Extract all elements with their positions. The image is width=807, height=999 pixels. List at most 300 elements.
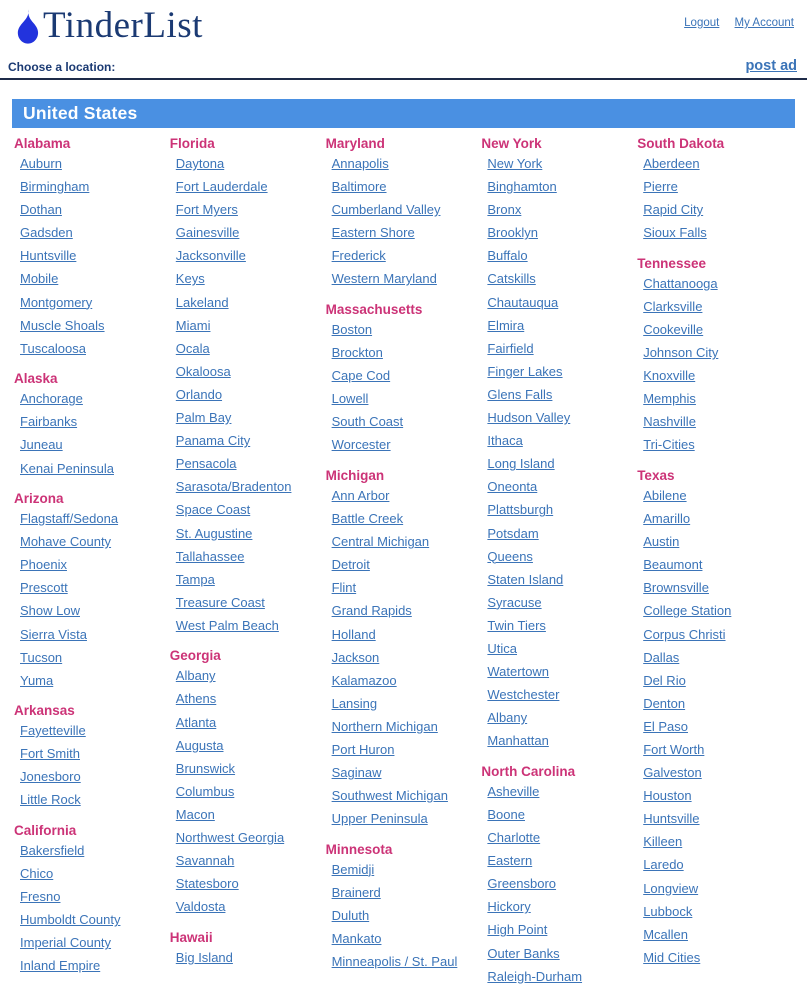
city-row (14, 867, 170, 882)
city-row (326, 766, 482, 781)
city-link[interactable]: Northwest Georgia (175, 830, 285, 846)
city-link[interactable]: Battle Creek (331, 511, 404, 527)
city-link[interactable]: Oneonta (487, 479, 538, 495)
city-row (481, 900, 637, 915)
city-link[interactable]: Boston (331, 321, 373, 337)
city-link[interactable]: Kenai Peninsula (20, 460, 114, 476)
city-link[interactable]: Jonesboro (20, 769, 81, 785)
city-row (481, 319, 637, 334)
city-link[interactable]: Cape Cod (331, 368, 391, 384)
city-link[interactable]: Birmingham (20, 179, 90, 195)
city-link[interactable]: Jacksonville (175, 248, 246, 264)
city-link[interactable]: Plattsburgh (487, 502, 554, 518)
state-group (170, 930, 326, 966)
city-link[interactable]: Fort Worth (643, 741, 705, 757)
city-row (637, 951, 793, 966)
city-row (14, 415, 170, 430)
city-row (481, 365, 637, 380)
state-header: Maryland (325, 136, 385, 151)
city-link[interactable]: Auburn (20, 156, 62, 171)
city-link[interactable]: Fort Myers (175, 202, 238, 218)
city-link[interactable]: Houston (643, 788, 692, 804)
city-link[interactable]: Denton (643, 695, 686, 711)
city-row (170, 716, 326, 731)
city-link[interactable]: Muscle Shoals (20, 317, 105, 333)
city-row (637, 438, 793, 453)
city-link[interactable]: Pensacola (175, 456, 237, 472)
city-link[interactable]: Hudson Valley (487, 410, 571, 426)
city-link[interactable]: Aberdeen (643, 156, 700, 171)
city-row (637, 226, 793, 241)
city-link[interactable]: Ithaca (487, 433, 523, 449)
city-link[interactable]: Dallas (643, 649, 680, 665)
city-link[interactable]: Macon (175, 806, 215, 822)
column-4 (481, 136, 637, 999)
city-link[interactable]: Frederick (331, 248, 386, 264)
city-row (481, 203, 637, 218)
city-link[interactable]: Manhattan (487, 733, 549, 749)
city-row (14, 793, 170, 808)
city-link[interactable]: Lansing (331, 695, 378, 711)
city-link[interactable]: Binghamton (487, 179, 557, 195)
state-group (326, 302, 482, 453)
state-group (326, 136, 482, 287)
city-link[interactable]: Savannah (175, 853, 235, 869)
city-row (170, 831, 326, 846)
city-row (481, 688, 637, 703)
logo-text: TinderList (43, 5, 203, 46)
city-link[interactable]: Bakersfield (20, 842, 85, 858)
city-link[interactable]: Eastern Shore (331, 225, 415, 241)
city-link[interactable]: Brockton (331, 345, 383, 361)
city-row (326, 180, 482, 195)
city-link[interactable]: Orlando (175, 386, 223, 402)
city-row (481, 785, 637, 800)
city-link[interactable]: Palm Bay (175, 410, 232, 426)
state-header: Arkansas (14, 703, 75, 719)
city-link[interactable]: Minneapolis / St. Paul (331, 954, 458, 970)
city-row (170, 692, 326, 707)
city-link[interactable]: Big Island (175, 949, 233, 965)
city-link[interactable]: Clarksville (643, 298, 703, 314)
city-link[interactable]: Cookeville (643, 321, 704, 337)
city-link[interactable]: Prescott (20, 580, 68, 596)
city-link[interactable]: Abilene (643, 487, 687, 503)
city-link[interactable]: Fort Lauderdale (175, 179, 268, 195)
city-row (637, 369, 793, 384)
city-row (637, 558, 793, 573)
city-link[interactable]: Duluth (331, 907, 370, 923)
city-row (481, 272, 637, 287)
city-row (481, 854, 637, 869)
city-link[interactable]: Gainesville (175, 225, 240, 241)
city-row (14, 180, 170, 195)
city-link[interactable]: Humboldt County (20, 912, 121, 928)
state-header: Minnesota (325, 841, 393, 857)
city-link[interactable]: Queens (487, 548, 533, 564)
city-row (14, 581, 170, 596)
city-link[interactable]: Killeen (643, 834, 683, 850)
city-link[interactable]: Austin (643, 534, 680, 550)
city-row (14, 604, 170, 619)
city-row (14, 319, 170, 334)
city-link[interactable]: Augusta (175, 737, 224, 753)
city-row (481, 711, 637, 726)
city-row (14, 249, 170, 264)
city-row (637, 180, 793, 195)
city-link[interactable]: Upper Peninsula (331, 811, 428, 827)
city-link[interactable]: Little Rock (20, 792, 81, 808)
city-row (170, 877, 326, 892)
city-row (14, 959, 170, 974)
city-row (326, 512, 482, 527)
city-link[interactable]: Worcester (331, 437, 391, 453)
city-link[interactable]: Long Island (487, 456, 555, 472)
city-link[interactable]: Finger Lakes (487, 363, 563, 379)
city-row (637, 651, 793, 666)
city-link[interactable]: Western Maryland (331, 271, 437, 287)
city-link[interactable]: Twin Tiers (487, 617, 546, 633)
city-row (481, 550, 637, 565)
state-group (14, 371, 170, 476)
city-link[interactable]: Grand Rapids (331, 603, 412, 619)
city-link[interactable]: Lowell (331, 391, 369, 407)
city-row (326, 651, 482, 666)
city-row (14, 936, 170, 951)
city-row (326, 812, 482, 827)
city-row (326, 489, 482, 504)
city-row (481, 388, 637, 403)
city-row (637, 392, 793, 407)
city-row (170, 785, 326, 800)
column-1 (14, 136, 170, 999)
city-row (14, 651, 170, 666)
city-row (326, 323, 482, 338)
city-link[interactable]: Westchester (487, 687, 560, 703)
city-link[interactable]: Tri-Cities (643, 437, 695, 453)
city-link[interactable]: Brownsville (643, 580, 709, 596)
city-row (326, 628, 482, 643)
city-link[interactable]: Syracuse (487, 594, 542, 610)
city-link[interactable]: Staten Island (487, 571, 564, 587)
city-row (326, 863, 482, 878)
city-row (637, 674, 793, 689)
city-row (481, 970, 637, 985)
city-row (170, 434, 326, 449)
city-link[interactable]: Columbus (175, 783, 235, 799)
city-link[interactable]: Huntsville (643, 811, 700, 827)
state-header: Arizona (14, 491, 64, 507)
city-row (14, 628, 170, 643)
my-account-link[interactable]: My Account (734, 17, 794, 29)
city-link[interactable]: Raleigh-Durham (487, 968, 583, 984)
city-link[interactable]: Annapolis (331, 156, 389, 171)
city-link[interactable]: Montgomery (20, 294, 93, 310)
city-link[interactable]: Phoenix (20, 557, 67, 573)
state-group (14, 823, 170, 974)
state-header: North Carolina (481, 763, 576, 779)
city-link[interactable]: Bemidji (331, 861, 375, 877)
city-link[interactable]: Greensboro (487, 876, 557, 892)
city-row (637, 323, 793, 338)
city-link[interactable]: Albany (175, 668, 216, 684)
city-row (326, 886, 482, 901)
city-link[interactable]: Knoxville (643, 368, 696, 384)
city-row (326, 604, 482, 619)
city-row (637, 415, 793, 430)
state-header: Massachusetts (325, 301, 423, 317)
city-row (481, 831, 637, 846)
city-link[interactable]: Daytona (175, 156, 225, 171)
city-link[interactable]: Brooklyn (487, 225, 538, 241)
city-row (637, 489, 793, 504)
city-link[interactable]: Okaloosa (175, 363, 231, 379)
city-link[interactable]: Chautauqua (487, 294, 559, 310)
city-link[interactable]: Yuma (20, 672, 54, 688)
city-link[interactable]: Pierre (643, 179, 678, 195)
city-link[interactable]: Show Low (20, 603, 80, 619)
city-row (481, 342, 637, 357)
state-header: Georgia (169, 648, 221, 664)
city-row (170, 388, 326, 403)
city-row (170, 739, 326, 754)
city-link[interactable]: Chico (20, 866, 54, 882)
city-row (170, 762, 326, 777)
city-row (170, 503, 326, 518)
city-link[interactable]: Tampa (175, 571, 215, 587)
city-row (170, 203, 326, 218)
city-row (326, 789, 482, 804)
column-5 (637, 136, 793, 999)
city-link[interactable]: Anchorage (20, 391, 83, 407)
city-row (637, 882, 793, 897)
city-link[interactable]: Holland (331, 626, 376, 642)
city-link[interactable]: Amarillo (643, 511, 691, 527)
city-link[interactable]: Brainerd (331, 884, 381, 900)
city-link[interactable]: Bronx (487, 202, 522, 218)
city-row (481, 642, 637, 657)
city-row (481, 296, 637, 311)
city-link[interactable]: Kalamazoo (331, 672, 397, 688)
city-link[interactable]: Dothan (20, 202, 62, 218)
city-link[interactable]: Mankato (331, 931, 382, 947)
city-row (481, 249, 637, 264)
city-row (14, 462, 170, 477)
city-link[interactable]: Johnson City (643, 345, 719, 361)
city-link[interactable]: Ann Arbor (331, 487, 390, 503)
city-link[interactable]: Atlanta (175, 714, 217, 730)
city-link[interactable]: Glens Falls (487, 386, 553, 402)
city-row (326, 392, 482, 407)
city-row (326, 226, 482, 241)
city-link[interactable]: Flint (331, 580, 357, 596)
city-link[interactable]: Catskills (487, 271, 536, 287)
city-link[interactable]: Lakeland (175, 294, 229, 310)
city-row (14, 770, 170, 785)
city-link[interactable]: Laredo (643, 857, 684, 873)
city-row (326, 157, 482, 172)
city-row (170, 596, 326, 611)
city-row (637, 858, 793, 873)
city-link[interactable]: Port Huron (331, 741, 395, 757)
city-link[interactable]: Treasure Coast (175, 594, 265, 610)
city-link[interactable]: Northern Michigan (331, 718, 438, 734)
city-row (637, 697, 793, 712)
state-header: Florida (169, 136, 215, 151)
city-link[interactable]: Baltimore (331, 179, 387, 195)
city-link[interactable]: Watertown (487, 664, 550, 680)
city-link[interactable]: Lubbock (643, 903, 693, 919)
city-link[interactable]: Buffalo (487, 248, 528, 264)
city-link[interactable]: Fairfield (487, 340, 534, 356)
site-header (0, 0, 807, 52)
city-row (481, 157, 637, 172)
column-2 (170, 136, 326, 999)
city-link[interactable]: Huntsville (20, 248, 77, 264)
city-link[interactable]: Elmira (487, 317, 525, 333)
city-link[interactable]: Mobile (20, 271, 59, 287)
city-row (170, 573, 326, 588)
city-link[interactable]: Asheville (487, 783, 540, 799)
city-link[interactable]: Jackson (331, 649, 380, 665)
city-link[interactable]: Chattanooga (643, 275, 718, 291)
state-group (326, 468, 482, 827)
city-row (637, 905, 793, 920)
city-row (326, 203, 482, 218)
city-link[interactable]: Fairbanks (20, 414, 78, 430)
city-link[interactable]: Tuscaloosa (20, 340, 86, 356)
city-row (170, 319, 326, 334)
city-row (637, 277, 793, 292)
city-link[interactable]: Sioux Falls (643, 225, 707, 241)
city-row (326, 720, 482, 735)
city-link[interactable]: Detroit (331, 557, 370, 573)
city-row (637, 157, 793, 172)
city-link[interactable]: Boone (487, 806, 525, 822)
state-group (14, 491, 170, 688)
city-link[interactable]: West Palm Beach (175, 617, 279, 633)
city-row (14, 674, 170, 689)
city-link[interactable]: Gadsden (20, 225, 73, 241)
city-link[interactable]: Ocala (175, 340, 210, 356)
city-row (637, 766, 793, 781)
city-link[interactable]: Flagstaff/Sedona (20, 511, 119, 527)
city-link[interactable]: Miami (175, 317, 211, 333)
city-link[interactable]: Sierra Vista (20, 626, 87, 642)
city-link[interactable]: Sarasota/Bradenton (175, 479, 292, 495)
city-link[interactable]: Athens (175, 691, 217, 707)
city-row (481, 808, 637, 823)
city-link[interactable]: Potsdam (487, 525, 539, 541)
city-link[interactable]: Tallahassee (175, 548, 245, 564)
state-header: Texas (637, 467, 675, 483)
city-link[interactable]: Fayetteville (20, 723, 86, 739)
city-link[interactable]: Tucson (20, 649, 63, 665)
city-link[interactable]: Outer Banks (487, 945, 560, 961)
city-row (481, 527, 637, 542)
city-link[interactable]: Mcallen (643, 926, 688, 942)
city-link[interactable]: Mohave County (20, 534, 112, 550)
city-link[interactable]: El Paso (643, 718, 688, 734)
city-link[interactable]: Eastern (487, 853, 533, 869)
city-row (481, 596, 637, 611)
city-row (637, 835, 793, 850)
city-link[interactable]: High Point (487, 922, 548, 938)
city-link[interactable]: Inland Empire (20, 958, 101, 974)
city-link[interactable]: Valdosta (175, 899, 226, 915)
city-link[interactable]: Hickory (487, 899, 531, 915)
city-link[interactable]: Saginaw (331, 765, 382, 781)
city-link[interactable]: Del Rio (643, 672, 686, 688)
city-link[interactable]: Central Michigan (331, 534, 430, 550)
city-row (326, 674, 482, 689)
city-row (637, 581, 793, 596)
city-link[interactable]: Statesboro (175, 876, 239, 892)
logout-link[interactable]: Logout (684, 17, 720, 29)
city-row (170, 457, 326, 472)
city-row (14, 890, 170, 905)
city-link[interactable]: Beaumont (643, 557, 703, 573)
city-row (170, 951, 326, 966)
state-header: Tennessee (637, 255, 706, 271)
city-row (170, 854, 326, 869)
city-row (170, 226, 326, 241)
state-header: Alaska (14, 371, 58, 387)
top-nav (672, 17, 794, 29)
city-link[interactable]: Brunswick (175, 760, 236, 776)
city-link[interactable]: Rapid City (643, 202, 704, 218)
city-link[interactable]: Panama City (175, 433, 251, 449)
city-link[interactable]: Cumberland Valley (331, 202, 441, 218)
city-row (14, 392, 170, 407)
city-link[interactable]: Fresno (20, 889, 61, 905)
city-link[interactable]: Imperial County (20, 935, 112, 951)
city-row (326, 909, 482, 924)
city-link[interactable]: Memphis (643, 391, 696, 407)
city-link[interactable]: Southwest Michigan (331, 788, 448, 804)
city-link[interactable]: Charlotte (487, 830, 541, 846)
city-link[interactable]: Corpus Christi (643, 626, 726, 642)
city-link[interactable]: Juneau (20, 437, 63, 453)
city-link[interactable]: Fort Smith (20, 746, 80, 762)
city-row (170, 669, 326, 684)
city-link[interactable]: Nashville (643, 414, 696, 430)
city-link[interactable]: Space Coast (175, 502, 251, 518)
flame-icon (14, 8, 41, 45)
city-row (637, 300, 793, 315)
city-link[interactable]: Longview (643, 880, 699, 896)
city-row (326, 535, 482, 550)
city-row (326, 743, 482, 758)
city-row (170, 296, 326, 311)
city-row (170, 550, 326, 565)
city-row (170, 808, 326, 823)
city-link[interactable]: College Station (643, 603, 732, 619)
city-link[interactable]: New York (487, 156, 543, 171)
city-link[interactable]: Utica (487, 640, 518, 656)
city-link[interactable]: Galveston (643, 765, 702, 781)
city-row (170, 900, 326, 915)
city-link[interactable]: Mid Cities (643, 949, 701, 965)
post-ad-link[interactable]: post ad (745, 58, 797, 74)
city-row (14, 724, 170, 739)
location-toolbar (0, 52, 807, 78)
city-link[interactable]: South Coast (331, 414, 404, 430)
city-link[interactable]: Albany (487, 710, 528, 726)
city-link[interactable]: Keys (175, 271, 205, 287)
city-link[interactable]: St. Augustine (175, 525, 253, 541)
city-row (170, 527, 326, 542)
